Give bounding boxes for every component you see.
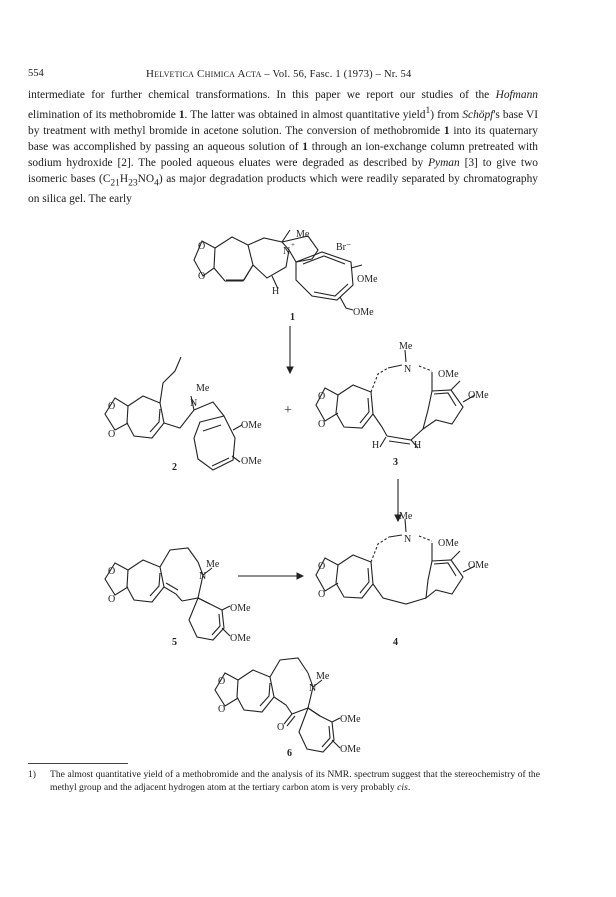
footnote-rule (28, 763, 128, 764)
methoxy-label: OMe (241, 456, 262, 467)
methyl-label: Me (196, 383, 210, 394)
journal-volume: – Vol. 56, Fasc. 1 (1973) – Nr. 54 (261, 69, 412, 80)
carbonyl-oxygen-label: O (277, 722, 285, 733)
compound-4-structure (316, 519, 475, 604)
footnote-mark: 1) (28, 769, 36, 780)
plus-sign: + (284, 403, 292, 418)
methyl-label: Me (316, 671, 330, 682)
nitrogen-label: N (309, 683, 317, 694)
oxygen-label: O (218, 704, 226, 715)
compound-ref: 1 (443, 124, 450, 137)
oxygen-label: O (218, 676, 226, 687)
author-name-schopf: Schöpf (462, 108, 494, 121)
oxygen-label: O (108, 401, 116, 412)
oxygen-label: O (318, 589, 326, 600)
body-paragraph: intermediate for further chemical transformations. In this paper we report our studies of the Hofmann elimination of its methobromide 1. The latter was obtained in almost quantitative yield$^1$) from Schöpf's base VI by treatment with methyl bromide in acetone solution. The conversion of methobromide 1 into its quaternary base was accomplished by passing an aqueous solution of 1 through an ion-exchange column pretreated with sodium hydroxide [2]. The pooled aqueous eluates were degraded as described by Pyman [3] to give two isomeric bases $(C_{21}H_{23}NO_4)$ as major degradation products which were readily separated by chromatography on silica gel. The early (28, 89, 539, 206)
methoxy-label: OMe (353, 307, 374, 318)
compound-number-4: 4 (393, 637, 398, 648)
compound-number-3: 3 (393, 457, 398, 468)
compound-ref: 1 (178, 108, 185, 121)
author-name-hofmann: Hofmann (495, 89, 538, 101)
compound-2-structure (105, 357, 242, 470)
oxygen-label: O (318, 561, 326, 572)
methyl-label: Me (399, 341, 413, 352)
nitrogen-label: N (404, 364, 412, 375)
compound-number-5: 5 (172, 637, 177, 648)
footnote-text: The almost quantitative yield of a methobromide and the analysis of its NMR. spectrum suggest that the stereochemistry of the methyl group and the adjacent hydrogen atom at the tertiary carbon atom is very probably cis. (50, 769, 540, 793)
oxygen-label: O (198, 241, 206, 252)
methoxy-label: OMe (230, 603, 251, 614)
charge-label: + (291, 241, 295, 249)
methoxy-label: OMe (468, 390, 489, 401)
compound-ref: 1 (302, 140, 308, 153)
oxygen-label: O (108, 566, 116, 577)
methoxy-label: OMe (357, 274, 378, 285)
oxygen-label: O (318, 391, 326, 402)
nitrogen-label: N (283, 246, 291, 257)
compound-number-1: 1 (290, 312, 295, 323)
compound-3-structure (316, 350, 475, 448)
methoxy-label: OMe (340, 714, 361, 725)
compound-number-6: 6 (287, 748, 292, 759)
oxygen-label: O (318, 419, 326, 430)
oxygen-label: O (198, 271, 206, 282)
methyl-label: Me (296, 229, 310, 240)
methoxy-label: OMe (468, 560, 489, 571)
nitrogen-label: N (190, 398, 198, 409)
methoxy-label: OMe (241, 420, 262, 431)
footnote-ref: 1 (425, 106, 431, 116)
hydrogen-label: H (272, 286, 280, 297)
methoxy-label: OMe (438, 538, 459, 549)
hydrogen-label: H (414, 440, 422, 451)
methyl-label: Me (206, 559, 220, 570)
methoxy-label: OMe (230, 633, 251, 644)
oxygen-label: O (108, 429, 116, 440)
bromide-label: Br⁻ (336, 242, 352, 253)
journal-name: Helvetica Chimica Acta (146, 68, 262, 80)
methoxy-label: OMe (340, 744, 361, 755)
page-number: 554 (28, 68, 44, 79)
author-name-pyman: Pyman (428, 156, 460, 169)
methyl-label: Me (399, 511, 413, 522)
nitrogen-label: N (199, 571, 207, 582)
oxygen-label: O (108, 594, 116, 605)
compound-number-2: 2 (172, 462, 177, 473)
nitrogen-label: N (404, 534, 412, 545)
footnote (28, 768, 540, 794)
hydrogen-label: H (372, 440, 380, 451)
methoxy-label: OMe (438, 369, 459, 380)
